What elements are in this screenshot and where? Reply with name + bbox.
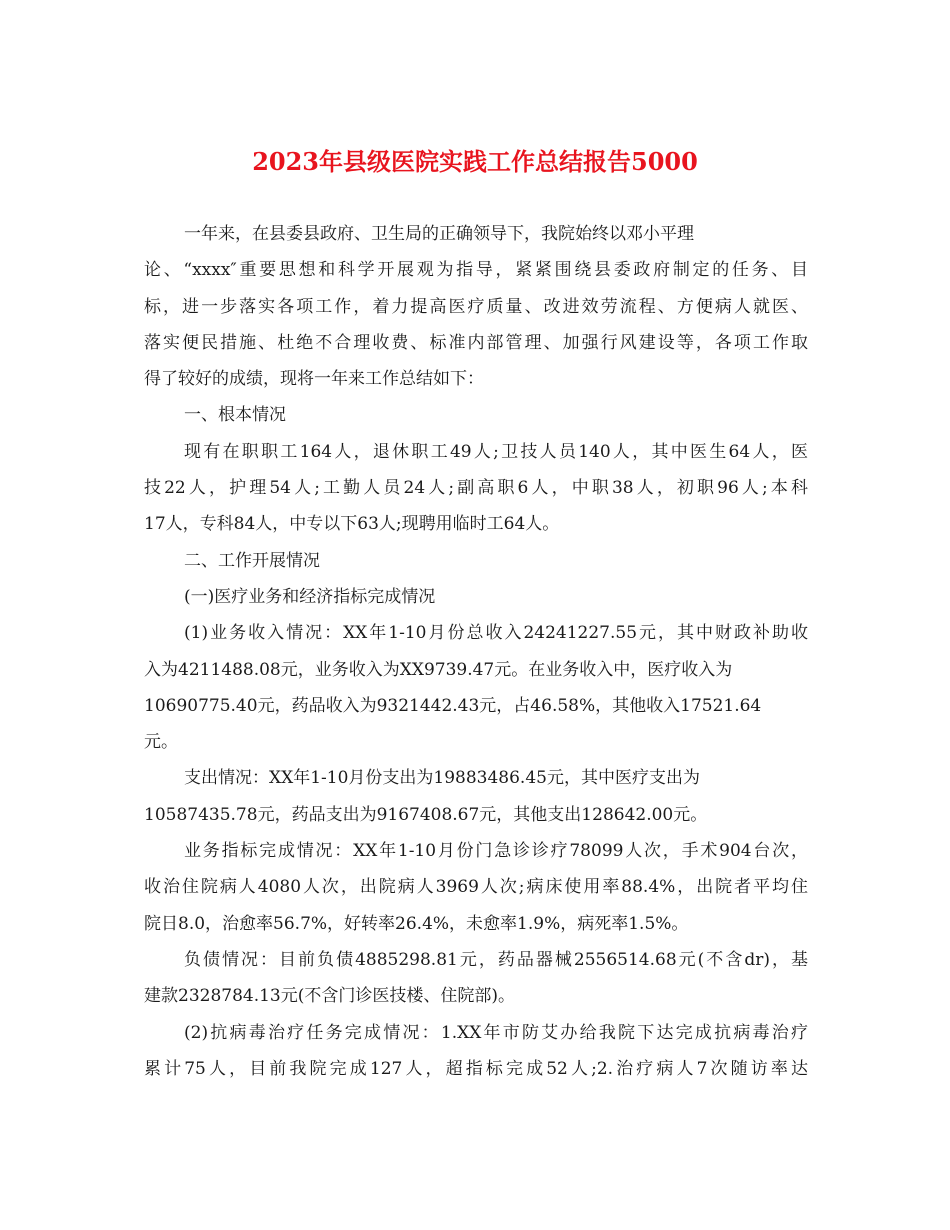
paragraph-line: 业务指标完成情况：XX年1-10月份门急诊诊疗78099人次，手术904台次， — [184, 841, 808, 862]
paragraph-line: 现有在职职工164人，退休职工49人;卫技人员140人，其中医生64人，医 — [184, 441, 808, 462]
paragraph-line: (2)抗病毒治疗任务完成情况：1.XX年市防艾办给我院下达完成抗病毒治疗 — [184, 1022, 808, 1043]
paragraph-line: 落实便民措施、杜绝不合理收费、标准内部管理、加强行风建设等，各项工作取 — [144, 332, 808, 353]
paragraph-line: 10690775.40元，药品收入为9321442.43元，占46.58%，其他收入17521.64 — [144, 695, 762, 716]
paragraph-line: 负债情况：目前负债4885298.81元，药品器械2556514.68元(不含dr)，基 — [184, 949, 808, 970]
document-body — [144, 216, 808, 1087]
paragraph-line: 支出情况：XX年1-10月份支出为19883486.45元，其中医疗支出为 — [184, 768, 700, 789]
section-heading: 二、工作开展情况 — [184, 550, 320, 571]
paragraph-line: 建款2328784.13元(不含门诊医技楼、住院部)。 — [144, 986, 516, 1007]
section-heading: 一、根本情况 — [184, 405, 286, 426]
paragraph-line: 元。 — [144, 732, 178, 753]
paragraph-line: 院日8.0，治愈率56.7%，好转率26.4%，未愈率1.9%，病死率1.5%。 — [144, 913, 689, 934]
paragraph-line: 累计75人，目前我院完成127人，超指标完成52人;2.治疗病人7次随访率达 — [144, 1058, 808, 1079]
paragraph-line: 标，进一步落实各项工作，着力提高医疗质量、改进效劳流程、方便病人就医、 — [144, 296, 808, 317]
paragraph-line: 一年来，在县委县政府、卫生局的正确领导下，我院始终以邓小平理 — [184, 224, 694, 244]
paragraph-line: 入为4211488.08元，业务收入为XX9739.47元。在业务收入中，医疗收入为 — [144, 659, 733, 680]
paragraph-line: 17人，专科84人，中专以下63人;现聘用临时工64人。 — [144, 514, 560, 535]
paragraph-line: 10587435.78元，药品支出为9167408.67元，其他支出128642.00元。 — [144, 804, 708, 825]
paragraph-line: (1)业务收入情况：XX年1-10月份总收入24241227.55元，其中财政补助收 — [184, 623, 808, 644]
paragraph-line: 收治住院病人4080人次，出院病人3969人次;病床使用率88.4%，出院者平均住 — [144, 877, 808, 898]
document-title: 2023年县级医院实践工作总结报告5000 — [252, 147, 698, 176]
subsection-heading: (一)医疗业务和经济指标完成情况 — [184, 586, 436, 607]
paragraph-line: 论、“xxxx″重要思想和科学开展观为指导，紧紧围绕县委政府制定的任务、目 — [144, 260, 808, 281]
paragraph-line: 技22人，护理54人;工勤人员24人;副高职6人，中职38人，初职96人;本科 — [144, 478, 808, 499]
paragraph-line: 得了较好的成绩，现将一年来工作总结如下： — [144, 369, 484, 390]
